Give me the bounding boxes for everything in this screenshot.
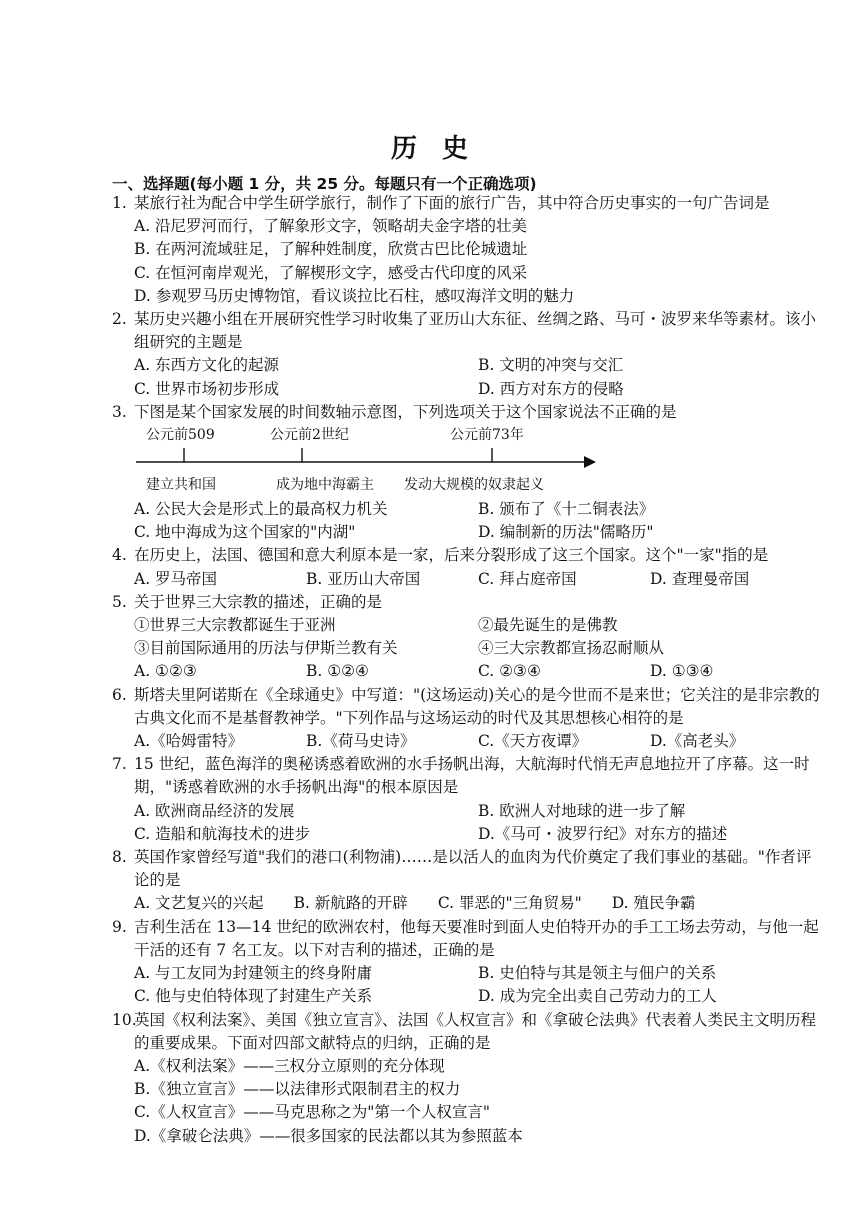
options [112, 498, 822, 544]
option-d: D. ①③④ [650, 662, 714, 681]
option-a: A. ①②③ [134, 662, 197, 681]
question-stem: 9. 吉利生活在 13—14 世纪的欧洲农村，他每天要准时到面人史伯特开办的手工工场去劳动，与他一起干活的还有 7 名工友。以下对吉利的描述，正确的是 [112, 917, 819, 959]
option-c: C. 地中海成为这个国家的"内湖" [134, 523, 356, 542]
question-3 [112, 401, 822, 545]
option-d: D. 参观罗马历史博物馆，看议谈拉比石柱，感叹海洋文明的魅力 [134, 286, 575, 305]
option-d: D. 编制新的历法"儒略历" [478, 523, 654, 542]
option-a: A. 东西方文化的起源 [134, 356, 280, 375]
option-a: A. 公民大会是形式上的最高权力机关 [134, 500, 388, 519]
timeline-date-3: 公元前73年 [450, 427, 524, 444]
question-5 [112, 591, 822, 684]
question-7 [112, 753, 822, 846]
question-4 [112, 544, 822, 590]
option-b: B. 文明的冲突与交汇 [478, 356, 624, 375]
option-b: B. 颁布了《十二铜表法》 [478, 500, 655, 519]
statement-2: ②最先诞生的是佛教 [478, 616, 618, 635]
option-d: D.《高老头》 [650, 732, 745, 751]
option-c: C. 拜占庭帝国 [478, 569, 577, 588]
statement-4: ④三大宗教都宣扬忍耐顺从 [478, 639, 665, 658]
statement-list [112, 614, 822, 660]
options [112, 660, 822, 683]
question-stem: 5. 关于世界三大宗教的描述，正确的是 [112, 592, 383, 611]
question-stem: 7. 15 世纪，蓝色海洋的奥秘诱惑着欧洲的水手扬帆出海，大航海时代悄无声息地拉开了序幕。这一时期，"诱惑着欧洲的水手扬帆出海"的根本原因是 [112, 755, 810, 797]
options [112, 1055, 822, 1148]
option-b: B. 亚历山大帝国 [306, 569, 421, 588]
question-1 [112, 192, 822, 308]
question-stem: 6. 斯塔夫里阿诺斯在《全球通史》中写道："(这场运动)关心的是今世而不是来世；它关注的是非宗教的古典文化而不是基督教神学。"下列作品与这场运动的时代及其思想核心相符的是 [112, 685, 820, 727]
option-a: A. 欧洲商品经济的发展 [134, 801, 295, 820]
page-title: 历 史 [390, 134, 477, 164]
option-c: C. 他与史伯特体现了封建生产关系 [134, 987, 373, 1006]
option-c: C. 造船和航海技术的进步 [134, 824, 311, 843]
section-heading: 一、选择题(每小题 1 分，共 25 分。每题只有一个正确选项) [112, 175, 537, 193]
question-6 [112, 684, 822, 754]
option-b: B.《独立宣言》——以法律形式限制君主的权力 [134, 1080, 461, 1099]
question-9 [112, 916, 822, 1009]
question-stem: 3. 下图是某个国家发展的时间数轴示意图，下列选项关于这个国家说法不正确的是 [112, 402, 677, 421]
option-a: A. 罗马帝国 [134, 569, 218, 588]
option-c: C.《天方夜谭》 [478, 732, 588, 751]
statement-1: ①世界三大宗教都诞生于亚洲 [134, 616, 336, 635]
options [112, 962, 822, 1008]
option-b: B. 欧洲人对地球的进一步了解 [478, 801, 686, 820]
timeline-diagram [134, 424, 822, 498]
options [112, 215, 822, 308]
option-c: C. 在恒河南岸观光，了解楔形文字，感受古代印度的风采 [134, 263, 528, 282]
option-d: D. 西方对东方的侵略 [478, 379, 624, 398]
option-b: B. 在两河流域驻足，了解种姓制度，欣赏古巴比伦城遗址 [134, 240, 528, 259]
options [112, 892, 822, 915]
question-2 [112, 308, 822, 401]
statement-3: ③目前国际通用的历法与伊斯兰教有关 [134, 639, 398, 658]
options [112, 730, 822, 753]
timeline-event-1: 建立共和国 [146, 477, 216, 494]
question-stem: 1. 某旅行社为配合中学生研学旅行，制作了下面的旅行广告，其中符合历史事实的一句广告词是 [112, 194, 770, 212]
question-stem: 2. 某历史兴趣小组在开展研究性学习时收集了亚历山大东征、丝绸之路、马可・波罗来华等素材。该小组研究的主题是 [112, 310, 817, 352]
question-stem: 8. 英国作家曾经写道"我们的港口(利物浦)……是以活人的血肉为代价奠定了我们事业的基础。"作者评论的是 [112, 848, 812, 890]
option-d: D.《马可・波罗行纪》对东方的描述 [478, 824, 728, 843]
question-list [112, 192, 822, 1148]
option-a: A.《权利法案》——三权分立原则的充分体现 [134, 1056, 445, 1075]
option-c: C.《人权宣言》——马克思称之为"第一个人权宣言" [134, 1103, 490, 1122]
option-a: A. 文艺复兴的兴起 [134, 894, 264, 913]
question-8 [112, 846, 822, 916]
option-a: A.《哈姆雷特》 [134, 732, 244, 751]
option-c: C. 世界市场初步形成 [134, 379, 280, 398]
timeline-date-1: 公元前509 [146, 427, 215, 444]
option-d: D.《拿破仑法典》——很多国家的民法都以其为参照蓝本 [134, 1126, 523, 1145]
options [112, 354, 822, 400]
option-d: D. 查理曼帝国 [650, 569, 750, 588]
option-c: C. ②③④ [478, 662, 541, 681]
option-d: D. 殖民争霸 [611, 894, 696, 913]
timeline-date-2: 公元前2世纪 [270, 427, 349, 444]
option-b: B.《荷马史诗》 [306, 732, 416, 751]
option-d: D. 成为完全出卖自己劳动力的工人 [478, 987, 717, 1006]
options [112, 800, 822, 846]
question-10 [112, 1009, 822, 1148]
option-b: B. 新航路的开辟 [293, 894, 408, 913]
question-stem: 10.英国《权利法案》、美国《独立宣言》、法国《人权宣言》和《拿破仑法典》代表着人类民主文明历程的重要成果。下面对四部文献特点的归纳，正确的是 [112, 1010, 817, 1052]
timeline-event-2: 成为地中海霸主 [276, 477, 374, 494]
question-stem: 4. 在历史上，法国、德国和意大利原本是一家，后来分裂形成了这三个国家。这个"一家"指的是 [112, 546, 769, 565]
option-c: C. 罪恶的"三角贸易" [437, 894, 582, 913]
timeline-event-3: 发动大规模的奴隶起义 [404, 477, 544, 494]
option-b: B. ①②④ [306, 662, 369, 681]
option-a: A. 与工友同为封建领主的终身附庸 [134, 964, 373, 983]
options [112, 568, 822, 591]
option-b: B. 史伯特与其是领主与佃户的关系 [478, 964, 717, 983]
option-a: A. 沿尼罗河而行，了解象形文字，领略胡夫金字塔的壮美 [134, 217, 528, 236]
